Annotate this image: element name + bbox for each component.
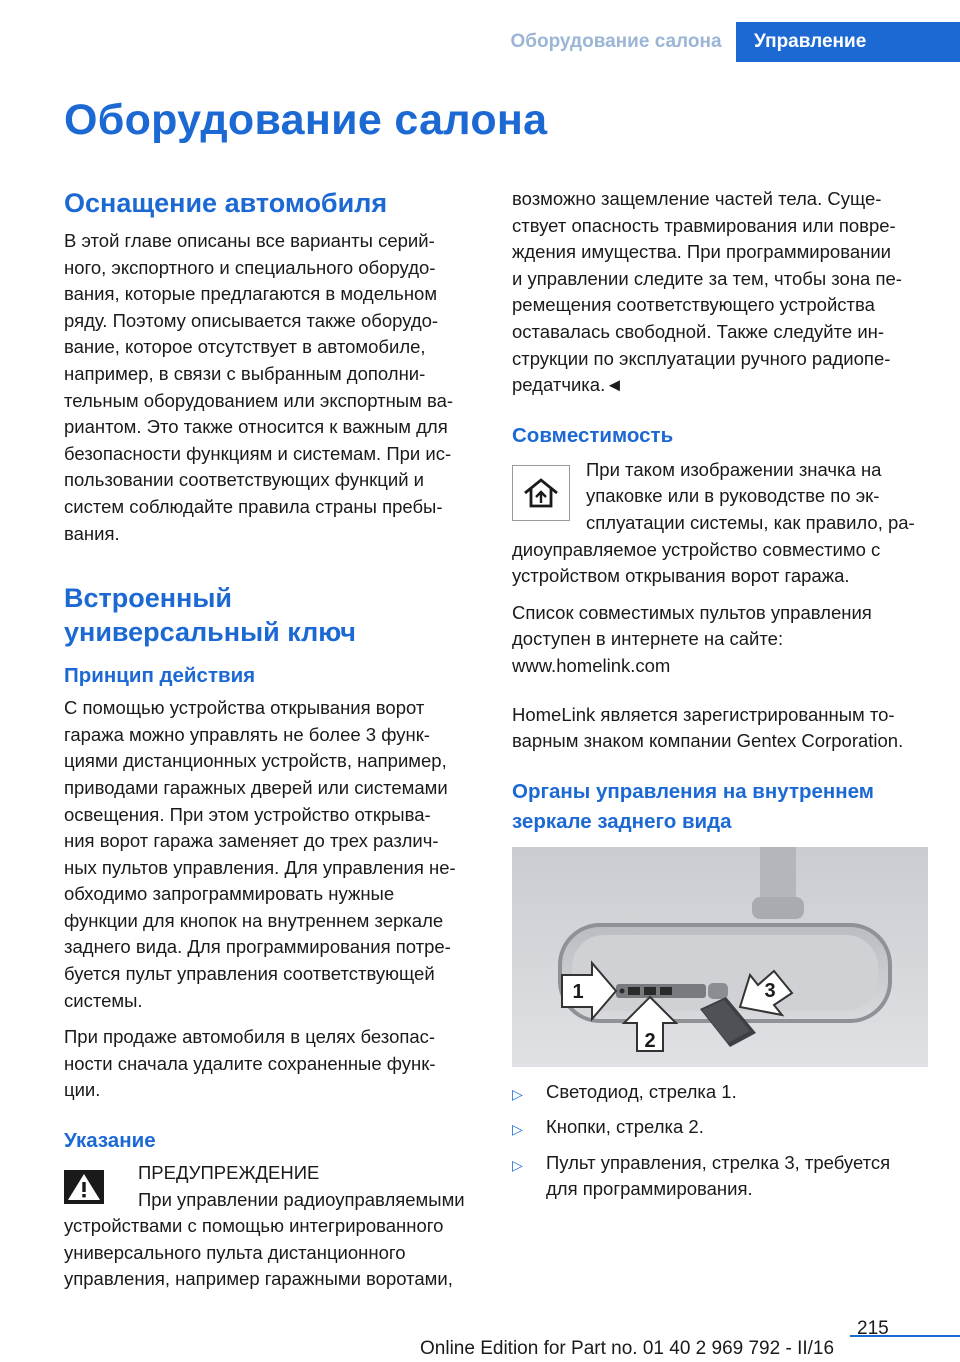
right-column [512, 186, 928, 1210]
triangle-right-icon: ▷ [512, 1156, 523, 1173]
svg-text:3: 3 [764, 979, 776, 1002]
warning-label: ПРЕДУПРЕЖДЕНИЕ [138, 1162, 320, 1184]
warning-block [64, 1160, 480, 1293]
garage-icon-box [512, 461, 574, 521]
note-heading: Указание [64, 1129, 156, 1153]
page-title: Оборудование салона [64, 96, 548, 144]
warning-triangle-icon [64, 1170, 104, 1204]
equipment-paragraph: В этой главе описаны все варианты серий- ного, экспортного и специального оборудо- вания, которые предлагаются в модельном ряду. Поэтому описывается также оборудо- вание, которое отсутствует в автомобиле, например, в связи с выбранным дополни- тельным оборудованием или экспортным ва- риантом. Это также относится к важным для безопасности функциям и системам. При ис- пользовании соответствующих функций и систем соблюдайте правила страны пребы- вания. [64, 230, 454, 544]
sale-paragraph: При продаже автомобиля в целях безопас- ности сначала удалите сохраненные функ- ции. [64, 1026, 436, 1101]
compatibility-block [512, 457, 928, 590]
garage-house-icon [512, 465, 570, 521]
universal-key-heading: Встроенный универсальный ключ [64, 583, 356, 648]
left-column [64, 186, 480, 1293]
compatibility-heading: Совместимость [512, 423, 674, 447]
list-item: ▷ Пульт управления, стрелка 3, требуется для программирования. [512, 1150, 928, 1203]
svg-text:2: 2 [644, 1029, 656, 1052]
list-item: ▷ Кнопки, стрелка 2. [512, 1114, 928, 1143]
principle-paragraph: С помощью устройства открывания ворот гаража можно управлять не более 3 функ- циями дистанционных устройств, например, приводами гаражных дверей или системами освещения. При этом устройство открыва- ния ворот гаража заменяет до трех различ- ных пультов управления. Для управления не- обходимо запрограммировать нужные функции для кнопок на внутреннем зеркале заднего вида. Для программирования потре- буется пульт управления соответствующей системы. [64, 697, 456, 1011]
edition-footer: Online Edition for Part no. 01 40 2 969 792 - II/16 [420, 1338, 835, 1359]
homelink-url: www.homelink.com [512, 654, 671, 676]
remotes-list-paragraph: Список совместимых пультов управления доступен в интернете на сайте: www.homelink.com [512, 600, 928, 680]
triangle-right-icon: ▷ [512, 1121, 523, 1138]
warning-paragraph: ПРЕДУПРЕЖДЕНИЕ При управлении радиоуправляемыми устройствами с помощью интегрированного универсального пульта дистанционного управления, например гаражными воротами, [64, 1160, 480, 1293]
equipment-heading: Оснащение автомобиля [64, 188, 388, 218]
header-section: Оборудование салона [510, 31, 722, 52]
triangle-right-icon: ▷ [512, 1085, 523, 1102]
header-chapter-tab[interactable]: Управление [736, 22, 960, 62]
principle-heading: Принцип действия [64, 664, 256, 688]
page-number: 215 [857, 1318, 889, 1339]
compatibility-paragraph: При таком изображении значка на упаковке или в руководстве по эк- сплуатации системы, как правило, ра- диоуправляемое устройство совместимо с устройством открывания ворот гаража. [512, 458, 915, 587]
svg-text:1: 1 [572, 980, 584, 1003]
list-item: ▷ Светодиод, стрелка 1. [512, 1079, 928, 1108]
warning-continuation: возможно защемление частей тела. Суще- ствует опасность травмирования или повре- ждения имущества. При программировании и управлении следите за тем, чтобы зона пе- ремещения соответствующего устройства оставалась свободной. Также следуйте ин- струкции по эксплуатации ручного радиопе- редатчика.◄ [512, 188, 902, 396]
mirror-controls-list [512, 1079, 928, 1203]
trademark-paragraph: HomeLink является зарегистрированным то- варным знаком компании Gentex Corporation. [512, 703, 904, 752]
mirror-controls-heading: Органы управления на внутреннем зеркале заднего вида [512, 779, 874, 833]
mirror-controls-figure [512, 847, 928, 1067]
warning-icon-box [64, 1164, 126, 1209]
